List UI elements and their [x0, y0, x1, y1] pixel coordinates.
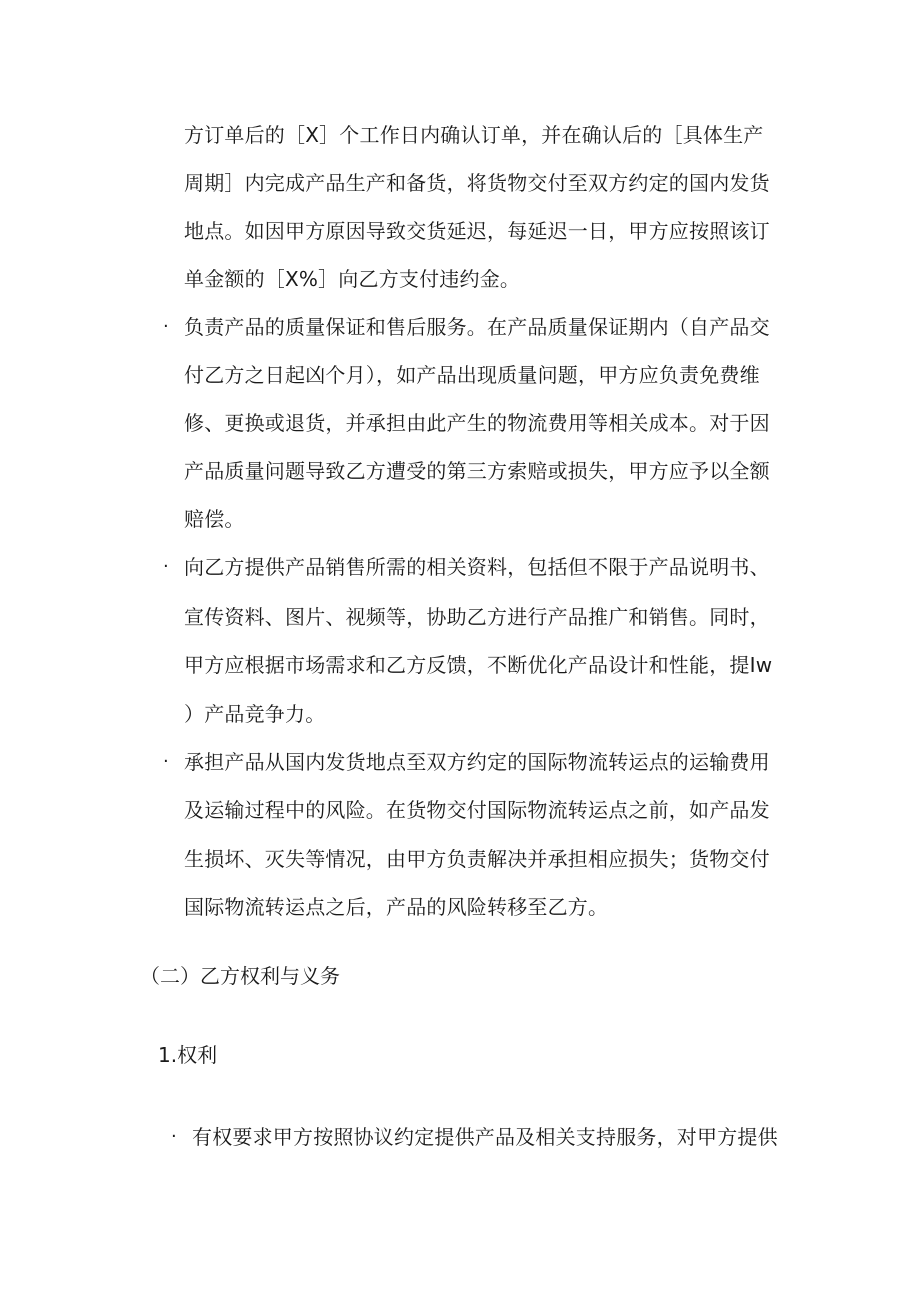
bullet-line: 宣传资料、图片、视频等，协助乙方进行产品推广和销售。同时，: [184, 605, 770, 629]
paragraph-line: 周期］内完成产品生产和备货，将货物交付至双方约定的国内发货: [184, 171, 770, 195]
paragraph-line: 方订单后的［X］个工作日内确认订单，并在确认后的［具体生产: [184, 123, 764, 147]
bullet-line: 及运输过程中的风险。在货物交付国际物流转运点之前，如产品发: [184, 798, 770, 822]
bullet-line: 付乙方之日起凶个月），如产品出现质量问题，甲方应负责免费维: [184, 363, 760, 387]
bullet-line: 甲方应根据市场需求和乙方反馈，不断优化产品设计和性能，提Iw: [184, 653, 773, 677]
bullet-marker: ·: [163, 556, 169, 577]
bullet-marker: ·: [163, 316, 169, 337]
section-heading: （二）乙方权利与义务: [140, 964, 340, 988]
paragraph-line: 单金额的［X%］向乙方支付违约金。: [184, 267, 521, 291]
bullet-line: 向乙方提供产品销售所需的相关资料，包括但不限于产品说明书、: [184, 555, 770, 579]
bullet-marker: ·: [163, 751, 169, 772]
bullet-line: 负责产品的质量保证和售后服务。在产品质量保证期内（自产品交: [184, 315, 770, 339]
bullet-line: 生损坏、灭失等情况，由甲方负责解决并承担相应损失；货物交付: [184, 847, 770, 871]
sub-heading: 1.权利: [158, 1043, 218, 1067]
bullet-marker: ·: [171, 1126, 177, 1147]
bullet-line: 赔偿。: [184, 507, 245, 531]
bullet-line: 国际物流转运点之后，产品的风险转移至乙方。: [184, 895, 609, 919]
bullet-line: ）产品竞争力。: [184, 702, 326, 726]
bullet-line: 产品质量问题导致乙方遭受的第三方索赔或损失，甲方应予以全额: [184, 459, 770, 483]
bullet-line: 有权要求甲方按照协议约定提供产品及相关支持服务，对甲方提供: [192, 1125, 778, 1149]
paragraph-line: 地点。如因甲方原因导致交货延迟，每延迟一日，甲方应按照该订: [184, 219, 770, 243]
bullet-line: 修、更换或退货，并承担由此产生的物流费用等相关成本。对于因: [184, 411, 770, 435]
bullet-line: 承担产品从国内发货地点至双方约定的国际物流转运点的运输费用: [184, 750, 770, 774]
